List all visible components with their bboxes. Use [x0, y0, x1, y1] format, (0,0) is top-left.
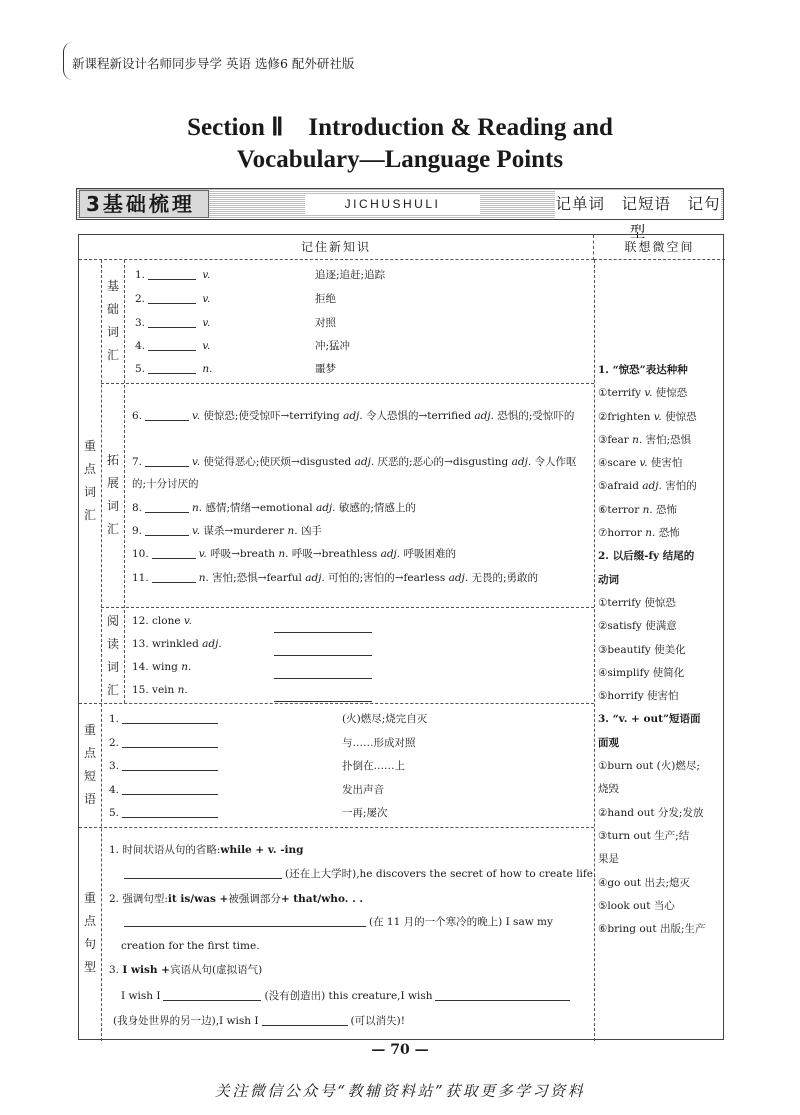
answer-blank[interactable]: [148, 361, 196, 374]
item-number: 4.: [109, 784, 120, 796]
note-heading: 面观: [598, 736, 619, 749]
group-separator-1: [101, 383, 594, 384]
list-item: [132, 656, 191, 678]
answer-blank[interactable]: [262, 1013, 348, 1026]
note-item: ⑤afraid adj. 害怕的: [598, 480, 697, 493]
list-item: [109, 802, 221, 824]
note-item: ④go out 出去;熄灭: [598, 876, 690, 889]
answer-blank[interactable]: [152, 546, 196, 559]
note-heading: 1. “惊恐”表达种种: [598, 364, 688, 376]
item-number: 10.: [132, 548, 149, 560]
knowledge-table: [78, 234, 724, 1040]
footer-note: 关注微信公众号“教辅资料站”获取更多学习资料: [214, 1082, 586, 1100]
derivation-text: 令人作呕的;十分讨厌的: [132, 456, 577, 490]
list-item: [109, 708, 221, 730]
part-of-speech: v.: [192, 456, 201, 468]
part-of-speech: adj.: [354, 456, 375, 468]
meaning: 发出声音: [342, 784, 384, 796]
answer-blank[interactable]: [124, 914, 366, 927]
reading-word: 13. wrinkled: [132, 638, 199, 650]
item-number: 2.: [135, 293, 146, 305]
answer-blank[interactable]: [148, 315, 196, 328]
part-of-speech: n.: [177, 684, 188, 696]
derivation-text: 使惊恐;使受惊吓→terrifying: [203, 410, 340, 422]
answer-blank[interactable]: [145, 408, 189, 421]
item-number: 1.: [135, 269, 146, 281]
list-item: [132, 543, 456, 565]
item-number: 5.: [109, 807, 120, 819]
answer-blank[interactable]: [274, 689, 372, 702]
derivation-text: 厌恶的;恶心的→disgusting: [377, 456, 509, 468]
list-item: [132, 679, 188, 701]
note-item: 烧毁: [598, 783, 619, 796]
sentence-line: (我身处世界的另一边),I wish I (可以消失)!: [113, 1015, 405, 1027]
sentence-line: I wish I (没有创造出) this creature,I wish: [121, 985, 573, 1007]
part-of-speech: v.: [202, 293, 211, 305]
sentence-pattern-3: 3. I wish +宾语从句(虚拟语气): [109, 964, 263, 976]
list-item: [132, 497, 416, 519]
side-column-header: 联想微空间: [594, 235, 725, 260]
label-key-phrases: 重点短语: [83, 723, 96, 806]
note-item: ③turn out 生产;结: [598, 829, 690, 842]
part-of-speech: v.: [192, 525, 201, 537]
derivation-text: 呼吸困难的: [403, 548, 456, 560]
part-of-speech: adj.: [474, 410, 494, 422]
derivation-text: 无畏的;勇敢的: [471, 572, 539, 584]
answer-blank[interactable]: [274, 620, 372, 633]
note-item: ⑥bring out 出版;生产: [598, 923, 706, 936]
answer-blank[interactable]: [148, 291, 196, 304]
list-item: [132, 520, 322, 542]
meaning: 与……形成对照: [342, 737, 416, 749]
derivation-text: 害怕;恐惧→fearful: [212, 572, 302, 584]
section-separator-2: [79, 827, 594, 828]
banner-slogan: 记单词 记短语 记句型: [555, 190, 721, 218]
derivation-text: 可怕的;害怕的→fearless: [328, 572, 446, 584]
sentence-pattern-1: 1. 时间状语从句的省略:while + v. -ing: [109, 844, 304, 856]
group-separator-2: [101, 607, 594, 608]
answer-blank[interactable]: [122, 782, 218, 795]
note-item: ①terrify 使惊恐: [598, 596, 676, 609]
label-basic-vocab: 基础词汇: [106, 279, 119, 362]
note-heading: 2. 以后缀-fy 结尾的: [598, 550, 695, 563]
derivation-text: 使觉得恶心;使厌烦→disgusted: [203, 456, 352, 468]
derivation-text: 敏感的;情感上的: [338, 502, 416, 514]
list-item: [135, 264, 210, 286]
list-item: [132, 451, 590, 495]
item-number: 9.: [132, 525, 143, 537]
item-number: 7.: [132, 456, 143, 468]
note-heading: 3. “v. + out”短语面: [598, 713, 701, 726]
part-of-speech: v.: [192, 410, 201, 422]
part-of-speech: n.: [192, 502, 203, 514]
sentence-pattern-2: 2. 强调句型:it is/was +被强调部分+ that/who. . .: [109, 893, 364, 905]
side-notes: [598, 359, 723, 941]
item-number: 3.: [135, 317, 146, 329]
part-of-speech: v.: [198, 548, 207, 560]
pattern-formula: while + v. -ing: [220, 844, 304, 856]
answer-blank[interactable]: [122, 711, 218, 724]
note-item: ③fear n. 害怕;恐惧: [598, 433, 692, 446]
note-item: ④simplify 使简化: [598, 666, 685, 679]
answer-blank[interactable]: [274, 666, 372, 679]
part-of-speech: n.: [287, 525, 298, 537]
note-item: 果是: [598, 853, 619, 866]
part-of-speech: n.: [198, 572, 209, 584]
section-title-line-1: Section Ⅱ Introduction & Reading and: [187, 114, 613, 141]
answer-blank[interactable]: [435, 988, 570, 1001]
part-of-speech: adj.: [202, 638, 222, 650]
answer-blank[interactable]: [145, 454, 189, 467]
answer-blank[interactable]: [124, 866, 282, 879]
answer-blank[interactable]: [148, 338, 196, 351]
section-banner: [76, 188, 724, 241]
pattern-formula: + that/who. . .: [280, 893, 364, 905]
side-divider: [594, 260, 595, 1041]
list-item: [135, 335, 210, 357]
part-of-speech: adj.: [380, 548, 401, 560]
note-item: ②frighten v. 使惊恐: [598, 410, 697, 423]
page-number: — 70 —: [371, 1042, 429, 1058]
label-key-vocab: 重点词汇: [83, 439, 96, 522]
note-item: ②hand out 分发;发放: [598, 806, 704, 819]
item-number: 1.: [109, 713, 120, 725]
note-item: ⑤horrify 使害怕: [598, 690, 679, 703]
item-number: 5.: [135, 363, 146, 375]
answer-blank[interactable]: [152, 570, 196, 583]
label-key-sentences: 重点句型: [83, 891, 96, 974]
answer-blank[interactable]: [145, 523, 189, 536]
pattern-formula: I wish +: [122, 964, 170, 976]
part-of-speech: n.: [278, 548, 289, 560]
note-item: ③beautify 使美化: [598, 643, 686, 656]
banner-title: 3基础梳理: [79, 190, 209, 218]
answer-blank[interactable]: [148, 267, 196, 280]
meaning: 追逐;追赶;追踪: [315, 269, 386, 281]
list-item: [109, 779, 221, 801]
meaning: 拒绝: [315, 293, 336, 305]
answer-blank[interactable]: [122, 758, 218, 771]
derivation-text: 呼吸→breathless: [291, 548, 378, 560]
part-of-speech: v.: [183, 615, 192, 627]
banner-pinyin: JICHUSHULI: [305, 194, 480, 214]
main-column-header: 记住新知识: [79, 235, 594, 260]
list-item: [135, 358, 212, 380]
sentence-line: creation for the first time.: [121, 940, 260, 952]
sentence-line: (还在上大学时),he discovers the secret of how to create life.: [121, 863, 596, 885]
part-of-speech: n.: [181, 661, 192, 673]
section-separator-1: [79, 703, 594, 704]
answer-blank[interactable]: [274, 643, 372, 656]
list-item: [132, 405, 590, 427]
part-of-speech: adj.: [315, 502, 336, 514]
derivation-text: 呼吸→breath: [210, 548, 276, 560]
note-item: ⑥terror n. 恐怖: [598, 503, 678, 516]
derivation-text: 凶手: [300, 525, 322, 537]
derivation-text: 恐惧的;受惊吓的: [497, 410, 575, 422]
book-title: 新课程新设计名师同步导学 英语 选修6 配外研社版: [72, 56, 355, 71]
item-number: 8.: [132, 502, 143, 514]
reading-word: 15. vein: [132, 684, 175, 696]
meaning: 冲;猛冲: [315, 340, 351, 352]
note-item: ①terrify v. 使惊恐: [598, 387, 688, 400]
item-number: 11.: [132, 572, 149, 584]
derivation-text: 令人恐惧的→terrified: [366, 410, 472, 422]
note-item: ④scare v. 使害怕: [598, 457, 683, 470]
item-number: 4.: [135, 340, 146, 352]
note-item: ②satisfy 使满意: [598, 620, 677, 633]
meaning: 扑倒在……上: [342, 760, 405, 772]
meaning: 一再;屡次: [342, 807, 388, 819]
answer-blank[interactable]: [163, 988, 261, 1001]
part-of-speech: v.: [202, 340, 211, 352]
header-bracket: [63, 42, 75, 80]
reading-word: 12. clone: [132, 615, 181, 627]
list-item: [132, 610, 192, 632]
item-number: 2.: [109, 737, 120, 749]
running-header: [72, 48, 354, 78]
answer-blank[interactable]: [122, 735, 218, 748]
derivation-text: 谋杀→murderer: [203, 525, 285, 537]
item-number: 6.: [132, 410, 143, 422]
meaning: 对照: [315, 317, 336, 329]
note-heading: 动词: [598, 573, 619, 586]
note-item: ①burn out (火)燃尽;: [598, 760, 700, 773]
part-of-speech: n.: [202, 363, 213, 375]
sentence-line: (在 11 月的一个寒冷的晚上) I saw my: [121, 911, 553, 933]
list-item: [109, 755, 221, 777]
pattern-formula: it is/was +: [167, 893, 229, 905]
list-item: [132, 633, 222, 655]
part-of-speech: v.: [202, 269, 211, 281]
label-reading-vocab: 阅读词汇: [106, 614, 119, 697]
note-item: ⑦horror n. 恐怖: [598, 527, 680, 540]
part-of-speech: adj.: [511, 456, 532, 468]
note-item: ⑤look out 当心: [598, 899, 675, 912]
group-divider: [124, 260, 125, 703]
part-of-speech: adj.: [343, 410, 363, 422]
derivation-text: 感情;情绪→emotional: [205, 502, 313, 514]
section-title-line-2: Vocabulary—Language Points: [236, 146, 564, 173]
list-item: [135, 312, 210, 334]
answer-blank[interactable]: [145, 500, 189, 513]
item-number: 3.: [109, 760, 120, 772]
part-of-speech: adj.: [305, 572, 325, 584]
meaning: (火)燃尽;烧完自灭: [342, 713, 428, 725]
list-item: [109, 732, 221, 754]
reading-word: 14. wing: [132, 661, 178, 673]
part-of-speech: v.: [202, 317, 211, 329]
meaning: 噩梦: [315, 363, 336, 375]
label-extended-vocab: 拓展词汇: [106, 453, 119, 536]
list-item: [132, 567, 538, 589]
part-of-speech: adj.: [448, 572, 469, 584]
answer-blank[interactable]: [122, 805, 218, 818]
list-item: [135, 288, 210, 310]
